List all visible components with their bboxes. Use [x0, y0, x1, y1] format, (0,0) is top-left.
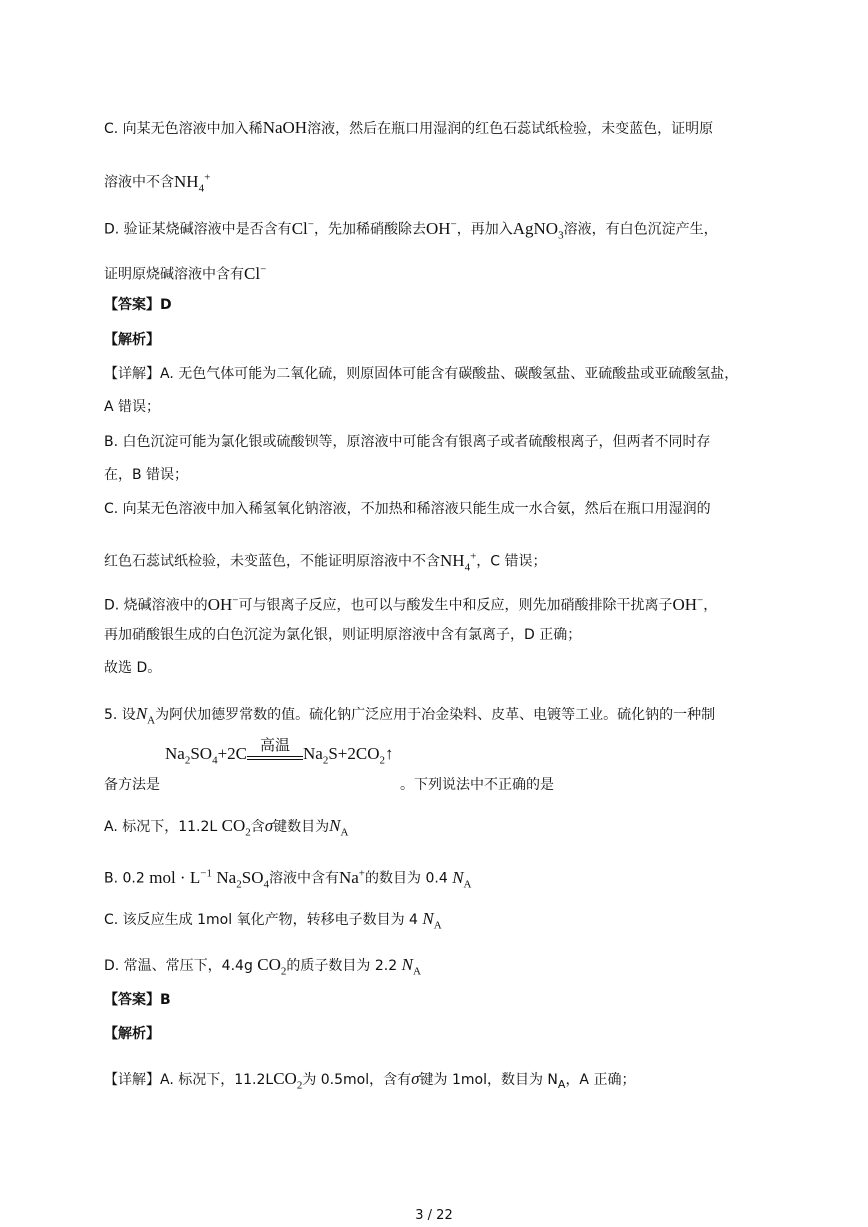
c-line-2: 溶液中不含$NH_4^+$ [104, 171, 211, 195]
answer-4: 【答案】D [104, 297, 172, 313]
option-a: A. 标况下，11.2L $CO_2$含σ键数目为$N_A$ [104, 816, 349, 839]
detail-c-1: C. 向某无色溶液中加入稀氢氧化钠溶液，不加热和稀溶液只能生成一水合氨，然后在瓶口用湿润的 [104, 501, 711, 517]
detail-b-1: B. 白色沉淀可能为氯化银或硫酸钡等，原溶液中可能含有银离子或者硫酸根离子，但两者不同时存 [104, 434, 711, 450]
detail-c-2: 红色石蕊试纸检验，未变蓝色，不能证明原溶液中不含$NH_4^+$，C 错误； [104, 550, 547, 574]
analysis-5: 【解析】 [104, 1026, 160, 1042]
answer-5: 【答案】B [104, 992, 171, 1008]
question-5-line-1: 5. 设$N_A$为阿伏加德罗常数的值。硫化钠广泛应用于冶金染料、皮革、电镀等工业。硫化钠的一种制 [104, 704, 716, 727]
detail-a-1: 【详解】A. 无色气体可能为二氧化硫，则原固体可能含有碳酸盐、碳酸氢盐、亚硫酸盐或亚硫酸氢盐， [104, 366, 739, 382]
option-c: C. 该反应生成 1mol 氧化产物，转移电子数目为 4 $N_A$ [104, 909, 442, 932]
detail-d-2: 再加硝酸银生成的白色沉淀为氯化银，则证明原溶液中含有氯离子，D 正确； [104, 627, 582, 643]
choose-4: 故选 D。 [104, 660, 162, 676]
detail-b-2: 在，B 错误； [104, 467, 189, 483]
equation-condition-bar: 高温 [247, 756, 303, 766]
detail-a-2: A 错误； [104, 399, 161, 415]
detail-d-1: D. 烧碱溶液中的OH−可与银离子反应，也可以与酸发生中和反应，则先加硝酸排除干扰离子OH−， [104, 594, 718, 614]
d-line-1: D. 验证某烧碱溶液中是否含有Cl−，先加稀硝酸除去OH−，再加入AgNO$_3$溶液，有白色沉淀产生， [104, 218, 718, 242]
detail-5-a: 【详解】A. 标况下，$11.2LCO_2$为 0.5mol，含有σ键为 1mol，数目为 $N_A$，A 正确； [104, 1069, 636, 1092]
page-number: 3 / 22 [415, 1208, 453, 1223]
c-line-1: C. 向某无色溶液中加入稀NaOH溶液，然后在瓶口用湿润的红色石蕊试纸检验，未变蓝色，证明原 [104, 118, 714, 137]
reaction-equation: $Na_2SO_4+2C$ 高温 $Na_2S+2CO_2↑$ [165, 738, 394, 767]
question-5-line-2: 备方法是 。下列说法中不正确的是 [104, 777, 554, 793]
option-d: D. 常温、常压下，4.4g $CO_2$的质子数目为 2.2 $N_A$ [104, 955, 421, 978]
d-line-2: 证明原烧碱溶液中含有Cl− [104, 263, 267, 283]
option-b: B. 0.2 mol · $L^{-1}$ $Na_2SO_4$溶液中含有Na+的数目为 0.4 $N_A$ [104, 867, 472, 891]
analysis-4: 【解析】 [104, 332, 160, 348]
